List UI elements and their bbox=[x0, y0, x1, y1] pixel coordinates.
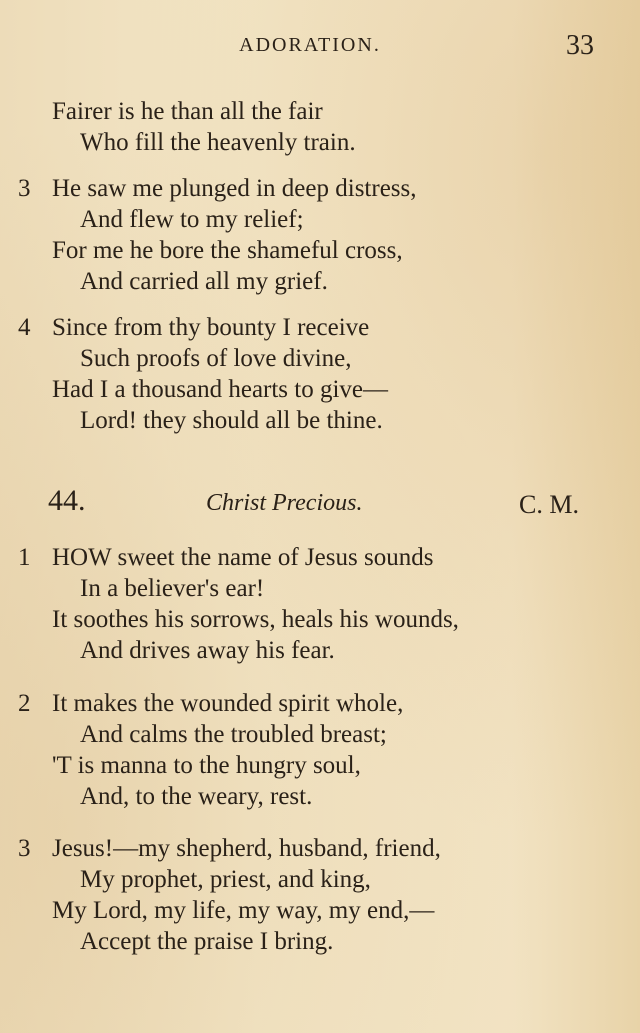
verse-line bbox=[0, 266, 640, 297]
verse-line bbox=[0, 542, 640, 573]
verse-line-text: Such proofs of love divine, bbox=[80, 345, 352, 372]
page-number: 33 bbox=[566, 30, 594, 61]
verse-line bbox=[0, 926, 640, 957]
verse-line-text: Since from thy bounty I receive bbox=[52, 314, 370, 341]
verse-line-text: Had I a thousand hearts to give— bbox=[52, 376, 389, 403]
verse-line bbox=[0, 719, 640, 750]
verse-line-text: It soothes his sorrows, heals his wounds, bbox=[52, 606, 459, 633]
verse-line bbox=[0, 604, 640, 635]
verse-line bbox=[0, 173, 640, 204]
verse-line-text: 'T is manna to the hungry soul, bbox=[52, 752, 361, 779]
verse-line bbox=[0, 235, 640, 266]
verse-line-text: My Lord, my life, my way, my end,— bbox=[52, 897, 435, 924]
running-head: ADORATION. bbox=[239, 34, 381, 56]
verse-line bbox=[0, 204, 640, 235]
hymn-number: 44. bbox=[48, 484, 86, 517]
verse-line-text: Accept the praise I bring. bbox=[80, 928, 334, 955]
verse-line-text: And, to the weary, rest. bbox=[80, 783, 313, 810]
verse-line bbox=[0, 374, 640, 405]
verse-line bbox=[0, 781, 640, 812]
verse-line-text: It makes the wounded spirit whole, bbox=[52, 690, 404, 717]
verse-line-text: Lord! they should all be thine. bbox=[80, 407, 383, 434]
verse-line bbox=[0, 312, 640, 343]
page-header bbox=[0, 30, 640, 66]
verse-line bbox=[0, 127, 640, 158]
stanza-2 bbox=[0, 688, 640, 812]
verse-line-text: My prophet, priest, and king, bbox=[80, 866, 371, 893]
stanza-3 bbox=[0, 833, 640, 957]
verse-line bbox=[0, 343, 640, 374]
verse-line bbox=[0, 864, 640, 895]
stanza-number: 3 bbox=[18, 835, 31, 862]
stanza-prev-4 bbox=[0, 312, 640, 436]
verse-line bbox=[0, 405, 640, 436]
stanza-number: 2 bbox=[18, 690, 31, 717]
verse-line bbox=[0, 573, 640, 604]
verse-line-text: Jesus!—my shepherd, husband, friend, bbox=[52, 835, 441, 862]
verse-line bbox=[0, 96, 640, 127]
stanza-prev-3 bbox=[0, 173, 640, 297]
stanza-continuation bbox=[0, 96, 640, 158]
stanza-number: 3 bbox=[18, 175, 31, 202]
verse-line-text: And calms the troubled breast; bbox=[80, 721, 387, 748]
verse-line bbox=[0, 895, 640, 926]
verse-line-text: And flew to my relief; bbox=[80, 206, 304, 233]
verse-line-text: Fairer is he than all the fair bbox=[52, 98, 323, 125]
verse-line-text: For me he bore the shameful cross, bbox=[52, 237, 403, 264]
hymn-meter: C. M. bbox=[519, 490, 579, 519]
verse-line-text: Who fill the heavenly train. bbox=[80, 129, 356, 156]
hymn-heading bbox=[0, 484, 640, 524]
verse-line-text: HOW sweet the name of Jesus sounds bbox=[52, 544, 434, 571]
stanza-number: 1 bbox=[18, 544, 31, 571]
verse-line-text: He saw me plunged in deep distress, bbox=[52, 175, 417, 202]
verse-line bbox=[0, 750, 640, 781]
verse-line-text: And carried all my grief. bbox=[80, 268, 328, 295]
verse-line-text: In a believer's ear! bbox=[80, 575, 265, 602]
stanza-1 bbox=[0, 542, 640, 666]
stanza-number: 4 bbox=[18, 314, 31, 341]
verse-line bbox=[0, 688, 640, 719]
verse-line bbox=[0, 833, 640, 864]
verse-line-text: And drives away his fear. bbox=[80, 637, 335, 664]
verse-line bbox=[0, 635, 640, 666]
hymn-title: Christ Precious. bbox=[206, 490, 363, 516]
